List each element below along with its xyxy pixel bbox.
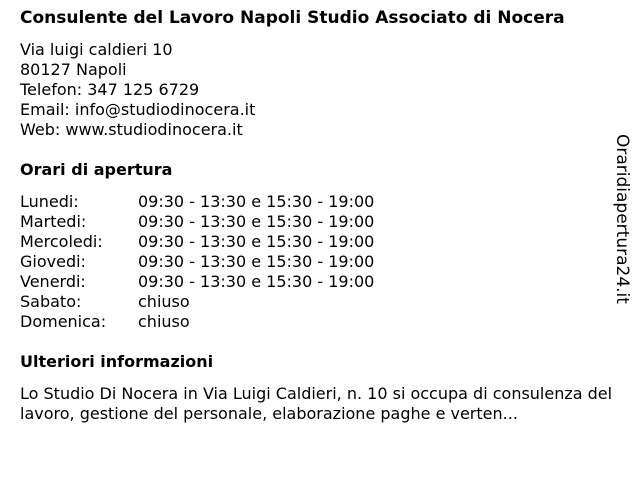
business-name: Consulente del Lavoro Napoli Studio Associato di Nocera (20, 8, 565, 28)
street-address: Via luigi caldieri 10 (20, 40, 173, 59)
hours-row-monday (20, 192, 600, 212)
hours-row-sunday (20, 312, 600, 332)
day-label: Lunedi: (20, 192, 79, 211)
hours-row-saturday (20, 292, 600, 312)
hours-row-thursday (20, 252, 600, 272)
hours-row-friday (20, 272, 600, 292)
time-range: chiuso (138, 292, 190, 311)
hours-row-tuesday (20, 212, 600, 232)
website: Web: www.studiodinocera.it (20, 120, 243, 139)
phone-number: Telefon: 347 125 6729 (20, 80, 200, 99)
time-range: 09:30 - 13:30 e 15:30 - 19:00 (138, 212, 375, 231)
opening-hours-heading: Orari di apertura (20, 160, 173, 179)
more-info-text: Lo Studio Di Nocera in Via Luigi Caldieri, n. 10 si occupa di consulenza del lavoro, gestione del personale, elaborazione paghe e verten... (20, 384, 613, 423)
postal-city: 80127 Napoli (20, 60, 127, 79)
more-info-heading: Ulteriori informazioni (20, 352, 214, 371)
email-address: Email: info@studiodinocera.it (20, 100, 256, 119)
day-label: Mercoledi: (20, 232, 103, 251)
day-label: Martedi: (20, 212, 87, 231)
time-range: 09:30 - 13:30 e 15:30 - 19:00 (138, 252, 375, 271)
day-label: Domenica: (20, 312, 107, 331)
opening-hours-table (20, 192, 600, 332)
time-range: 09:30 - 13:30 e 15:30 - 19:00 (138, 192, 375, 211)
time-range: chiuso (138, 312, 190, 331)
contact-block (20, 40, 600, 140)
brand-watermark: Oraridiapertura24.it (612, 134, 632, 304)
business-details (20, 8, 613, 424)
hours-row-wednesday (20, 232, 600, 252)
day-label: Sabato: (20, 292, 82, 311)
time-range: 09:30 - 13:30 e 15:30 - 19:00 (138, 232, 375, 251)
time-range: 09:30 - 13:30 e 15:30 - 19:00 (138, 272, 375, 291)
day-label: Venerdi: (20, 272, 86, 291)
day-label: Giovedi: (20, 252, 86, 271)
